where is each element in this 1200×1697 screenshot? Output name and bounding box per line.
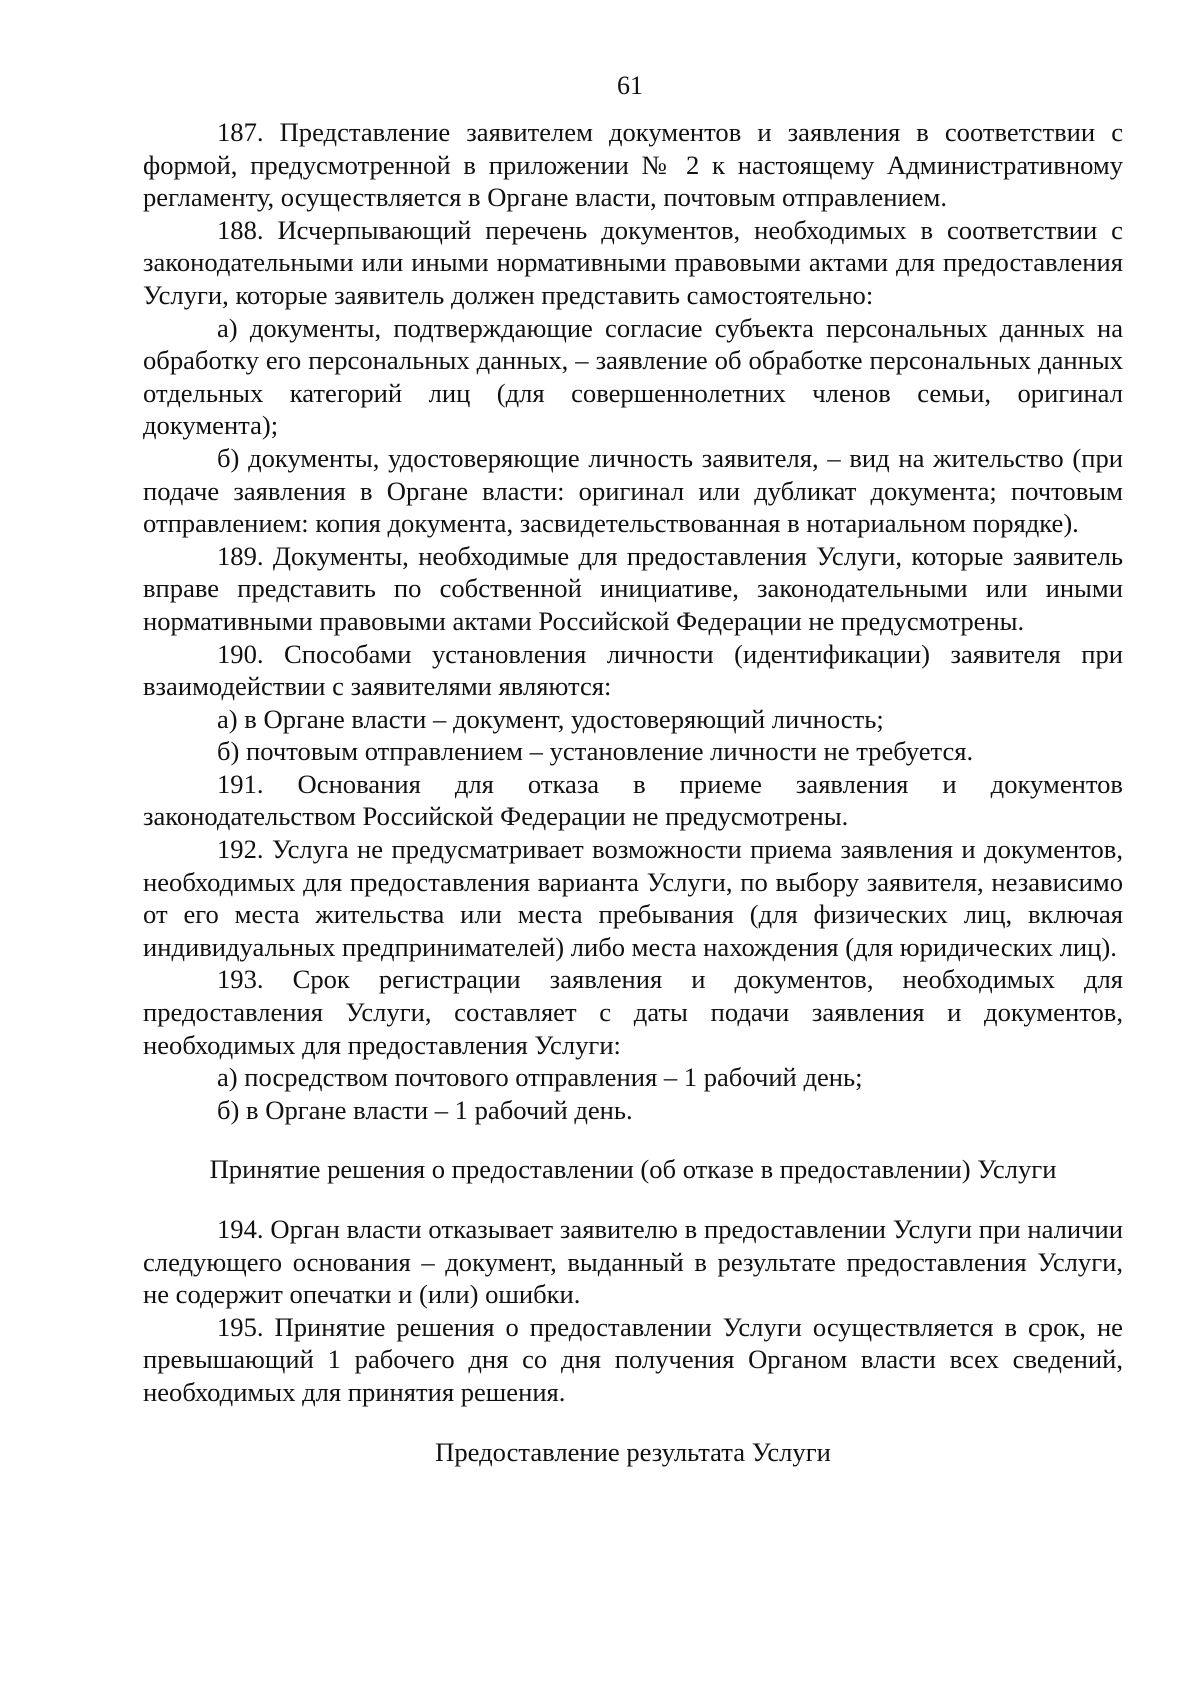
paragraph-195: 195. Принятие решения о предоставлении Услуги осуществляется в срок, не превышающий 1 рабочего дня со дня получения Органом власти всех сведений, необходимых для принятия решения. (143, 1311, 1123, 1407)
paragraph-193-a: а) посредством почтового отправления – 1 рабочий день; (217, 1062, 863, 1093)
paragraph-192: 192. Услуга не предусматривает возможности приема заявления и документов, необходимых для предоставления варианта Услуги, по выбору заявителя, независимо от его места жительства или места пребывания (для физических лиц, включая индивидуальных предпринимателей) либо места нахождения (для юридических лиц). (143, 834, 1123, 962)
paragraph-190: 190. Способами установления личности (идентификации) заявителя при взаимодействии с заявителями являются: (143, 638, 1123, 702)
paragraph-188-b: б) документы, удостоверяющие личность заявителя, – вид на жительство (при подаче заявления в Органе власти: оригинал или дубликат документа; почтовым отправлением: копия документа, засвидетельствованная в нотариальном порядке). (143, 442, 1123, 539)
section-heading-decision: Принятие решения о предоставлении (об отказе в предоставлении) Услуги (209, 1154, 1057, 1185)
paragraph-193-b: б) в Органе власти – 1 рабочий день. (217, 1094, 633, 1125)
page-number: 61 (617, 71, 643, 100)
paragraph-187: 187. Представление заявителем документов и заявления в соответствии с формой, предусмотренной в приложении № 2 к настоящему Административному регламенту, осуществляется в Органе власти, почтовым отправлением. (143, 117, 1123, 213)
paragraph-191: 191. Основания для отказа в приеме заявления и документов законодательством Российской Федерации не предусмотрены. (143, 768, 1123, 832)
paragraph-189: 189. Документы, необходимые для предоставления Услуги, которые заявитель вправе представить по собственной инициативе, законодательными или иными нормативными правовыми актами Российской Федерации не предусмотрены. (143, 540, 1123, 636)
paragraph-190-b: б) почтовым отправлением – установление личности не требуется. (217, 736, 974, 767)
paragraph-193: 193. Срок регистрации заявления и документов, необходимых для предоставления Услуги, составляет с даты подачи заявления и документов, необходимых для предоставления Услуги: (143, 964, 1123, 1060)
paragraph-190-a: а) в Органе власти – документ, удостоверяющий личность; (217, 703, 884, 734)
paragraph-188: 188. Исчерпывающий перечень документов, необходимых в соответствии с законодательными или иными нормативными правовыми актами для предоставления Услуги, которые заявитель должен представить самостоятельно: (143, 214, 1123, 310)
section-heading-result: Предоставление результата Услуги (435, 1436, 831, 1467)
document-body (143, 116, 1123, 1468)
paragraph-194: 194. Орган власти отказывает заявителю в предоставлении Услуги при наличии следующего основания – документ, выданный в результате предоставления Услуги, не содержит опечатки и (или) ошибки. (143, 1214, 1123, 1310)
paragraph-188-a: а) документы, подтверждающие согласие субъекта персональных данных на обработку его персональных данных, – заявление об обработке персональных данных отдельных категорий лиц (для совершеннолетних членов семьи, оригинал документа); (143, 312, 1123, 441)
